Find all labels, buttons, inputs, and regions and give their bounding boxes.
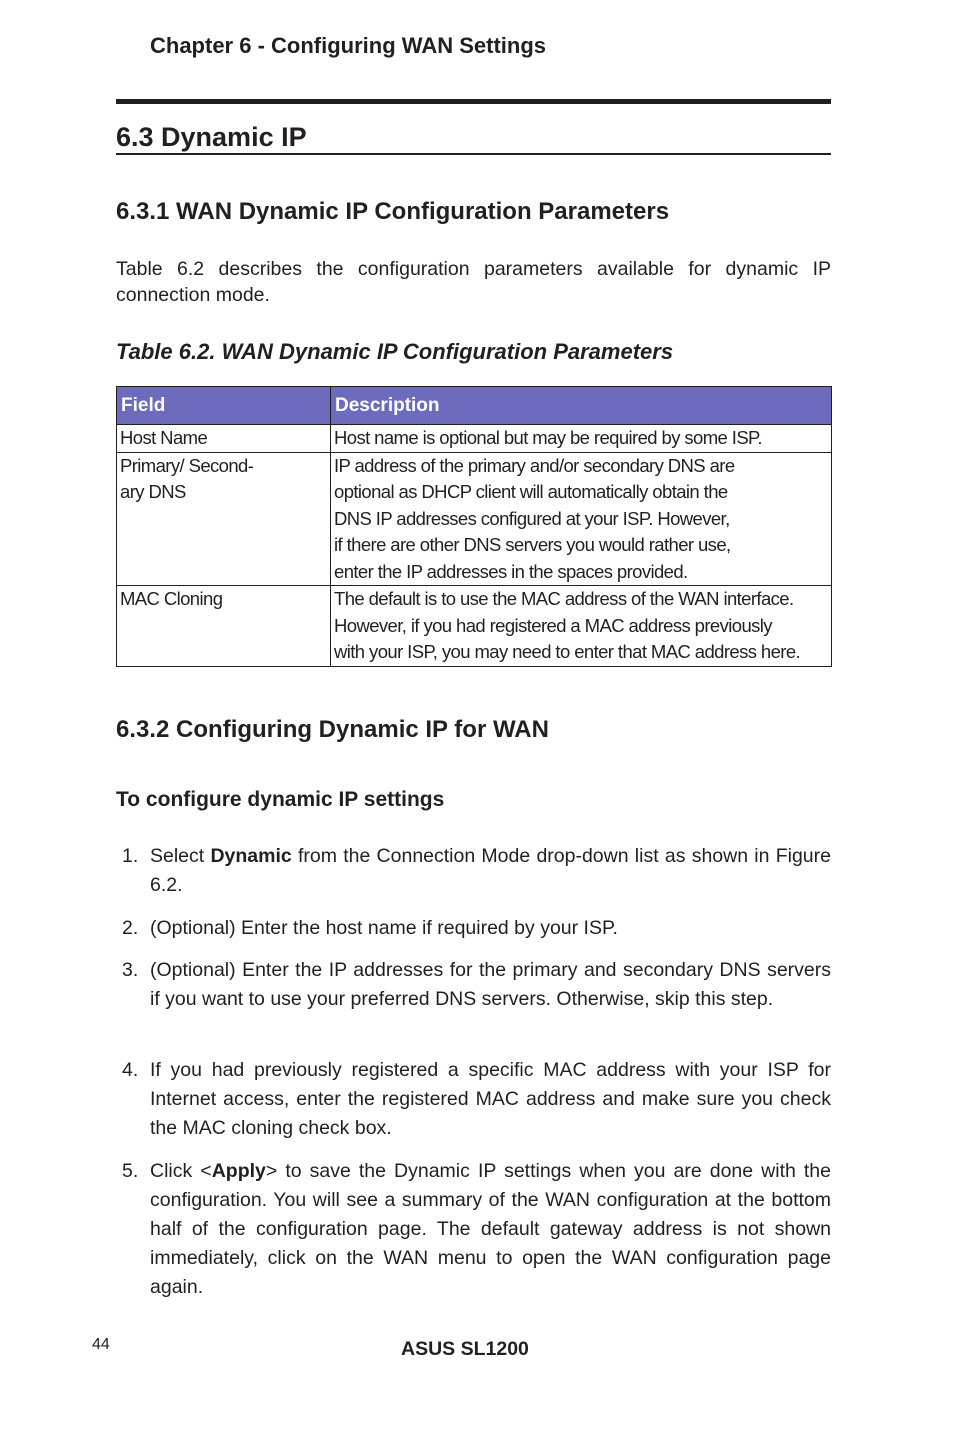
step-text-pre: (Optional) Enter the IP addresses for the primary and secondary DNS servers if you want to use your preferred DNS servers. Otherwise, skip this step. bbox=[150, 959, 831, 1010]
cell-field bbox=[117, 452, 331, 586]
step-text-pre: (Optional) Enter the host name if required by your ISP. bbox=[150, 917, 618, 939]
parameters-table bbox=[116, 386, 832, 667]
subsection-title-1: 6.3.1 WAN Dynamic IP Configuration Parameters bbox=[116, 198, 670, 225]
description-line: Host name is optional but may be required by some ISP. bbox=[334, 427, 762, 448]
step-text-post: from the Connection Mode drop-down list as shown in Figure 6.2. bbox=[150, 845, 831, 896]
step-text-bold: Apply bbox=[211, 1160, 266, 1182]
description-line: optional as DHCP client will automatically obtain the bbox=[334, 481, 728, 502]
description-line: DNS IP addresses configured at your ISP. However, bbox=[334, 507, 730, 529]
cell-description bbox=[331, 452, 832, 586]
header-rule bbox=[116, 99, 831, 104]
header-field: Field bbox=[117, 387, 331, 425]
field-line: MAC Cloning bbox=[120, 588, 223, 609]
header-description: Description bbox=[331, 387, 832, 425]
table-caption: Table 6.2. WAN Dynamic IP Configuration Parameters bbox=[116, 339, 674, 364]
section-title: 6.3 Dynamic IP bbox=[116, 121, 831, 155]
field-line: Primary/ Second- bbox=[120, 454, 254, 476]
description-line: The default is to use the MAC address of the WAN interface. bbox=[334, 588, 794, 609]
chapter-header: Chapter 6 - Configuring WAN Settings bbox=[150, 33, 546, 58]
subsection-title-2: 6.3.2 Configuring Dynamic IP for WAN bbox=[116, 716, 549, 743]
procedure-title: To configure dynamic IP settings bbox=[116, 788, 445, 811]
field-line: ary DNS bbox=[120, 481, 186, 502]
step-item bbox=[122, 1056, 831, 1143]
step-text bbox=[150, 914, 831, 943]
intro-paragraph: Table 6.2 describes the configuration parameters available for dynamic IP connection mode. bbox=[116, 258, 831, 306]
step-number: 5. bbox=[122, 1160, 139, 1182]
cell-field bbox=[117, 586, 331, 667]
table-row bbox=[117, 425, 832, 453]
step-number: 3. bbox=[122, 959, 139, 981]
field-line: Host Name bbox=[120, 427, 208, 448]
step-text-pre: Click < bbox=[150, 1160, 212, 1182]
table-row bbox=[117, 586, 832, 667]
step-text bbox=[150, 956, 831, 1014]
step-text bbox=[150, 842, 831, 900]
step-number: 4. bbox=[122, 1059, 139, 1081]
step-text-pre: Select bbox=[150, 845, 211, 867]
table-header-row bbox=[117, 387, 832, 425]
page-number: 44 bbox=[92, 1336, 110, 1353]
step-item bbox=[122, 842, 831, 900]
step-text-pre: If you had previously registered a specific MAC address with your ISP for Internet access, enter the registered MAC address and make sure you check the MAC cloning check box. bbox=[150, 1059, 831, 1139]
step-item bbox=[122, 956, 831, 1014]
step-text-bold: Dynamic bbox=[210, 845, 292, 867]
step-text bbox=[150, 1157, 831, 1302]
description-line: if there are other DNS servers you would rather use, bbox=[334, 534, 731, 555]
step-number: 2. bbox=[122, 917, 139, 939]
step-item bbox=[122, 914, 831, 943]
description-line: However, if you had registered a MAC address previously bbox=[334, 614, 772, 636]
step-text-post: > to save the Dynamic IP settings when you are done with the configuration. You will see a summary of the WAN configuration at the bottom half of the configuration page. The default gateway address is not shown immediately, click on the WAN menu to open the WAN configuration page again. bbox=[150, 1160, 831, 1298]
description-line: enter the IP addresses in the spaces provided. bbox=[334, 560, 688, 582]
description-line: with your ISP, you may need to enter that MAC address here. bbox=[334, 641, 801, 662]
cell-description bbox=[331, 425, 832, 453]
footer-product: ASUS SL1200 bbox=[401, 1338, 529, 1360]
description-line: IP address of the primary and/or secondary DNS are bbox=[334, 454, 735, 476]
cell-description bbox=[331, 586, 832, 667]
step-text bbox=[150, 1056, 831, 1143]
table-row bbox=[117, 452, 832, 586]
step-number: 1. bbox=[122, 845, 139, 867]
step-item bbox=[122, 1157, 831, 1302]
cell-field bbox=[117, 425, 331, 453]
